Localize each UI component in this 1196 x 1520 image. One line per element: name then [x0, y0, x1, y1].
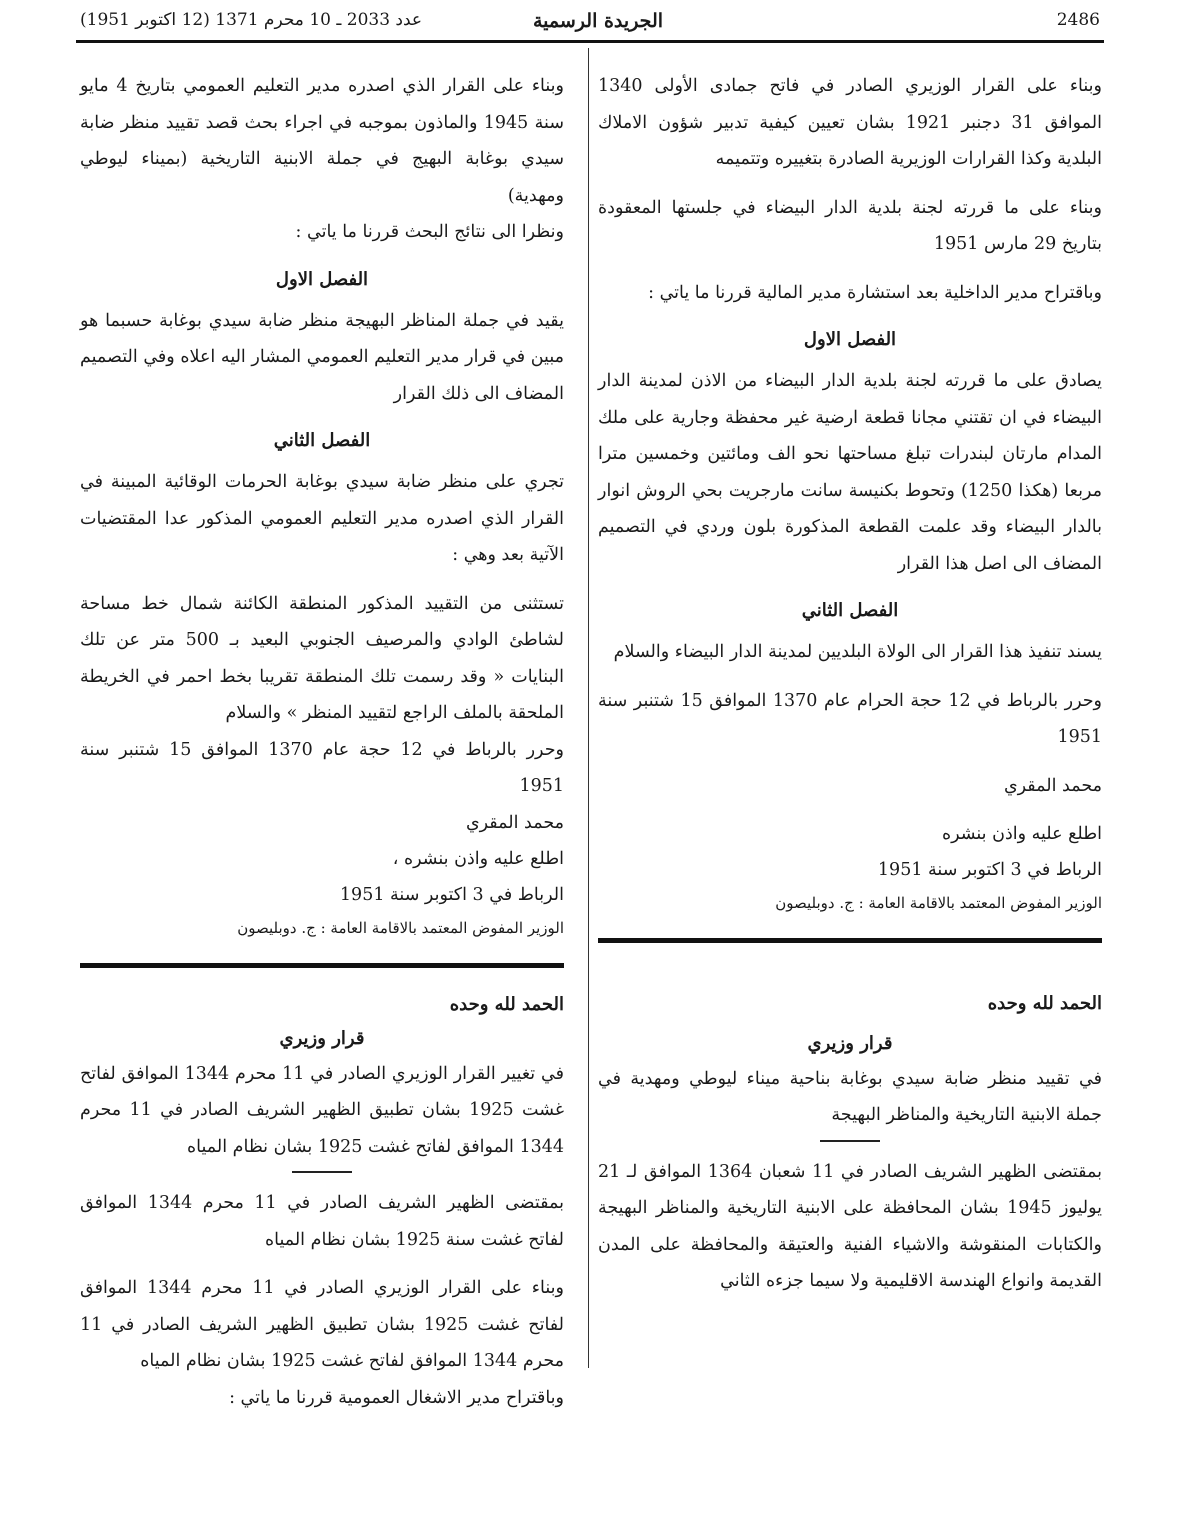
paragraph: وحرر بالرباط في 12 حجة عام 1370 الموافق 15 شتنبر سنة 1951 — [80, 739, 564, 796]
paragraph: يصادق على ما قررته لجنة بلدية الدار البيضاء من الاذن لمدينة الدار البيضاء في ان تقتني مجانا قطعة ارضية غير محفظة وجارية على ملك المدام مارتان لبندرات تبلغ مساحتها نحو الف ومائتين وخمسين مترا مربعا (هكذا 1250) وتحوط بكنيسة سانت مارجريت بحي الروش انوار بالدار البيضاء وقد علمت القطعة المذكورة بلون وردي في التصميم المضاف الى اصل هذا القرار — [598, 371, 1103, 574]
praise-line: الحمد لله وحده — [449, 993, 564, 1015]
right-column — [598, 68, 1102, 1300]
paragraph: وبناء على القرار الوزيري الصادر في 11 محرم 1344 الموافق لفاتح غشت 1925 بشان تطبيق الظهير الشريف الصادر في 11 محرم 1344 الموافق لفاتح غشت 1925 بشان نظام المياه — [80, 1278, 564, 1371]
praise-line: الحمد لله وحده — [987, 992, 1102, 1014]
left-column — [80, 68, 564, 1416]
section-heading: الفصل الاول — [803, 329, 897, 350]
short-rule — [820, 1140, 880, 1142]
decree-subject: في تغيير القرار الوزيري الصادر في 11 محرم 1344 الموافق لفاتح غشت 1925 بشان تطبيق الظهير الشريف الصادر في 11 محرم 1344 الموافق لفاتح غشت 1925 بشان نظام المياه — [80, 1063, 564, 1157]
approval-note: اطلع عليه واذن بنشره — [941, 823, 1102, 844]
paragraph: وباقتراح مدير الاشغال العمومية قررنا ما ياتي : — [229, 1387, 564, 1408]
paragraph: وبناء على ما قررته لجنة بلدية الدار البيضاء في جلستها المعقودة بتاريخ 29 مارس 1951 — [598, 197, 1102, 254]
decree-subject: في تقييد منظر ضابة سيدي بوغابة بناحية ميناء ليوطي ومهدية في جملة الابنية التاريخية والمناظر البهيجة — [598, 1068, 1102, 1125]
column-divider — [588, 48, 589, 1368]
approval-date: الرباط في 3 اكتوبر سنة 1951 — [339, 884, 564, 905]
paragraph: ونظرا الى نتائج البحث قررنا ما ياتي : — [295, 222, 564, 242]
paragraph: تستثنى من التقييد المذكور المنطقة الكائنة شمال خط مساحة لشاطئ الوادي والمرصيف الجنوبي البعيد بـ 500 متر عن تلك البنايات « وقد رسمت تلك المنطقة تقريبا بخط احمر في الخريطة الملحقة بالملف الراجع لتقييد المنظر » والسلام — [80, 593, 564, 723]
short-rule — [292, 1171, 352, 1173]
approval-note: اطلع عليه واذن بنشره ، — [392, 848, 564, 869]
header-rule — [76, 40, 1104, 43]
paragraph: وباقتراح مدير الداخلية بعد استشارة مدير المالية قررنا ما ياتي : — [648, 282, 1102, 303]
issue-info: عدد 2033 ـ 10 محرم 1371 (12 اكتوبر 1951) — [80, 10, 423, 30]
decree-title: قرار وزيري — [279, 1027, 365, 1049]
section-heading: الفصل الثاني — [801, 600, 899, 621]
paragraph: وبناء على القرار الذي اصدره مدير التعليم العمومي بتاريخ 4 مايو سنة 1945 والماذون بموجبه في اجراء بحث قصد تقييد منظر ضابة سيدي بوغابة البهيج في جملة الابنية التاريخية (بميناء ليوطي ومهدية) — [80, 76, 564, 206]
signatory-name: محمد المقري — [1003, 775, 1102, 796]
page-number: 2486 — [1056, 10, 1100, 30]
paragraph: يسند تنفيذ هذا القرار الى الولاة البلديين لمدينة الدار البيضاء والسلام — [613, 642, 1102, 662]
section-heading: الفصل الثاني — [273, 430, 371, 451]
paragraph: بمقتضى الظهير الشريف الصادر في 11 محرم 1344 الموافق لفاتح غشت سنة 1925 بشان نظام المياه — [80, 1193, 564, 1250]
section-rule — [598, 938, 1102, 943]
approval-date: الرباط في 3 اكتوبر سنة 1951 — [877, 859, 1102, 880]
paragraph: بمقتضى الظهير الشريف الصادر في 11 شعبان 1364 الموافق لـ 21 يوليوز 1945 بشان المحافظة على الابنية التاريخية والمناظر البهيجة والكتابات المنقوشة والاشياء الفنية والعتيقة والمحافظة على المدن القديمة وانواع الهندسة الاقليمية ولا سيما جزءه الثاني — [598, 1161, 1102, 1291]
paragraph: يقيد في جملة المناظر البهيجة منظر ضابة سيدي بوغابة حسبما هو مبين في قرار مدير التعليم العمومي المشار اليه اعلاه وفي التصميم المضاف الى ذلك القرار — [80, 310, 564, 404]
journal-title: الجريدة الرسمية — [532, 10, 664, 32]
paragraph: وحرر بالرباط في 12 حجة الحرام عام 1370 الموافق 15 شتنبر سنة 1951 — [598, 690, 1103, 747]
paragraph: وبناء على القرار الوزيري الصادر في فاتح جمادى الأولى 1340 الموافق 31 دجنبر 1921 بشان تعيين كيفية تدبير شؤون الاملاك البلدية وكذا القرارات الوزيرية الصادرة بتغييره وتتميمه — [598, 76, 1102, 169]
signatory-name: محمد المقري — [465, 812, 564, 833]
section-rule — [80, 963, 564, 968]
paragraph: تجري على منظر ضابة سيدي بوغابة الحرمات الوقائية المبينة في القرار الذي اصدره مدير التعليم العمومي المذكور عدا المقتضيات الآتية بعد وهي : — [80, 472, 564, 565]
decree-title: قرار وزيري — [807, 1032, 893, 1054]
minister-line: الوزير المفوض المعتمد بالاقامة العامة : ج. دوبليصون — [237, 918, 564, 937]
section-heading: الفصل الاول — [275, 268, 369, 290]
minister-line: الوزير المفوض المعتمد بالاقامة العامة : ج. دوبليصون — [775, 893, 1102, 912]
